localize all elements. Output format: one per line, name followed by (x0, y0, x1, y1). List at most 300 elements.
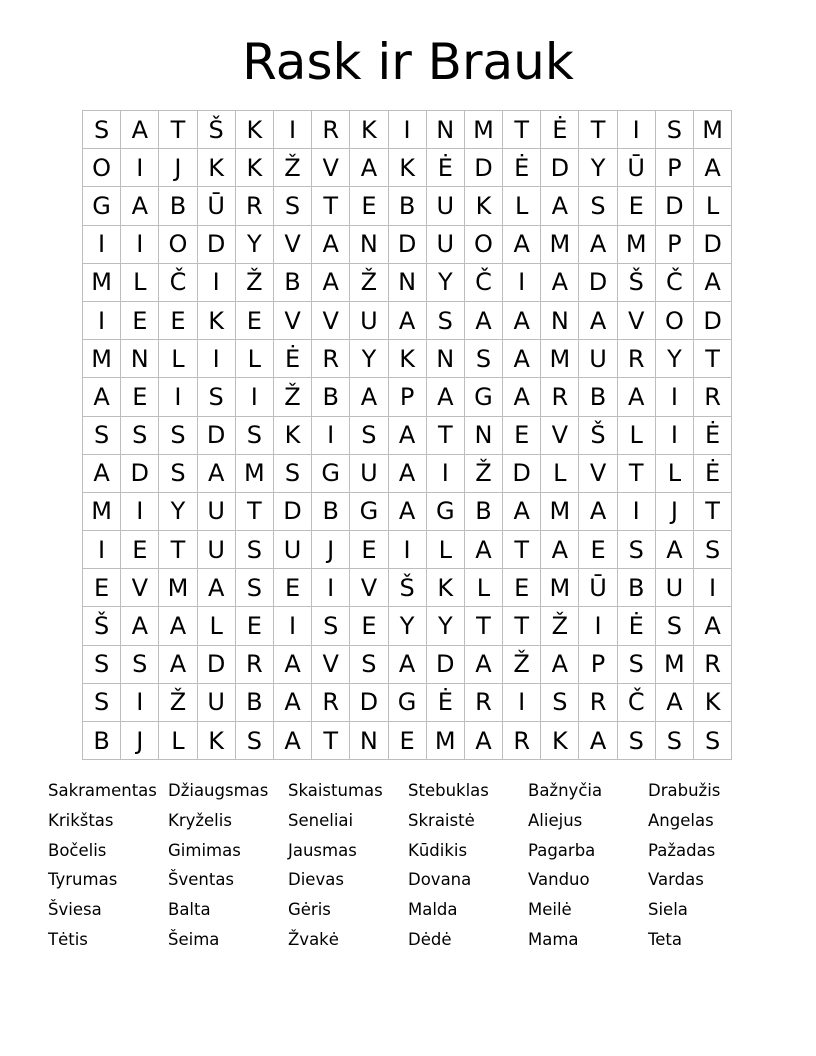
grid-cell[interactable]: E (350, 187, 388, 225)
grid-cell[interactable]: S (235, 722, 273, 760)
grid-cell[interactable]: I (312, 416, 350, 454)
grid-cell[interactable]: P (655, 225, 693, 263)
grid-cell[interactable]: T (426, 416, 464, 454)
grid-cell[interactable]: S (541, 683, 579, 721)
grid-cell[interactable]: A (541, 531, 579, 569)
grid-cell[interactable]: T (503, 531, 541, 569)
grid-cell[interactable]: I (617, 111, 655, 149)
grid-cell[interactable]: S (350, 645, 388, 683)
grid-cell[interactable]: Š (388, 569, 426, 607)
grid-cell[interactable]: S (159, 416, 197, 454)
grid-cell[interactable]: I (579, 607, 617, 645)
grid-cell[interactable]: Ė (426, 683, 464, 721)
grid-cell[interactable]: L (617, 416, 655, 454)
grid-cell[interactable]: I (694, 569, 732, 607)
grid-cell[interactable]: A (388, 645, 426, 683)
grid-cell[interactable]: I (83, 225, 121, 263)
grid-cell[interactable]: G (464, 378, 502, 416)
grid-cell[interactable]: V (541, 416, 579, 454)
grid-cell[interactable]: Ž (464, 454, 502, 492)
grid-cell[interactable]: I (121, 149, 159, 187)
grid-cell[interactable]: A (503, 340, 541, 378)
grid-cell[interactable]: Ž (541, 607, 579, 645)
grid-cell[interactable]: Š (83, 607, 121, 645)
grid-cell[interactable]: R (312, 683, 350, 721)
grid-cell[interactable]: L (694, 187, 732, 225)
grid-cell[interactable]: M (464, 111, 502, 149)
grid-cell[interactable]: G (426, 492, 464, 530)
grid-cell[interactable]: S (83, 683, 121, 721)
grid-cell[interactable]: U (655, 569, 693, 607)
grid-cell[interactable]: U (426, 225, 464, 263)
grid-cell[interactable]: S (235, 531, 273, 569)
grid-cell[interactable]: K (197, 722, 235, 760)
grid-cell[interactable]: A (541, 263, 579, 301)
grid-cell[interactable]: K (197, 301, 235, 339)
grid-cell[interactable]: A (541, 645, 579, 683)
grid-cell[interactable]: T (159, 111, 197, 149)
grid-cell[interactable]: A (197, 569, 235, 607)
grid-cell[interactable]: U (350, 301, 388, 339)
grid-cell[interactable]: E (350, 531, 388, 569)
grid-cell[interactable]: A (83, 454, 121, 492)
grid-cell[interactable]: I (197, 340, 235, 378)
grid-cell[interactable]: B (464, 492, 502, 530)
grid-cell[interactable]: M (541, 225, 579, 263)
grid-cell[interactable]: A (121, 111, 159, 149)
grid-cell[interactable]: A (694, 149, 732, 187)
grid-cell[interactable]: D (197, 225, 235, 263)
word-list-item: Siela (648, 900, 688, 920)
grid-cell[interactable]: V (350, 569, 388, 607)
grid-cell[interactable]: I (273, 607, 311, 645)
grid-cell[interactable]: A (464, 645, 502, 683)
grid-cell[interactable]: L (121, 263, 159, 301)
grid-cell[interactable]: S (579, 187, 617, 225)
grid-cell[interactable]: M (159, 569, 197, 607)
grid-cell[interactable]: D (541, 149, 579, 187)
grid-cell[interactable]: L (197, 607, 235, 645)
grid-cell[interactable]: K (235, 149, 273, 187)
grid-cell[interactable]: A (464, 301, 502, 339)
grid-cell[interactable]: G (350, 492, 388, 530)
grid-cell[interactable]: I (312, 569, 350, 607)
grid-row (83, 416, 732, 454)
grid-cell[interactable]: T (694, 340, 732, 378)
grid-cell[interactable]: A (464, 531, 502, 569)
grid-cell[interactable]: I (388, 111, 426, 149)
grid-cell[interactable]: A (579, 301, 617, 339)
grid-cell[interactable]: U (197, 492, 235, 530)
grid-cell[interactable]: K (541, 722, 579, 760)
grid-cell[interactable]: I (121, 683, 159, 721)
grid-cell[interactable]: A (388, 416, 426, 454)
grid-cell[interactable]: O (655, 301, 693, 339)
grid-cell[interactable]: R (541, 378, 579, 416)
grid-cell[interactable]: N (388, 263, 426, 301)
grid-cell[interactable]: A (388, 492, 426, 530)
grid-cell[interactable]: V (579, 454, 617, 492)
grid-cell[interactable]: S (121, 645, 159, 683)
grid-cell[interactable]: J (312, 531, 350, 569)
grid-cell[interactable]: S (655, 722, 693, 760)
grid-cell[interactable]: Ū (579, 569, 617, 607)
grid-cell[interactable]: S (197, 378, 235, 416)
grid-cell[interactable]: U (350, 454, 388, 492)
word-list-item: Vanduo (528, 870, 590, 890)
grid-cell[interactable]: A (159, 645, 197, 683)
grid-cell[interactable]: M (83, 492, 121, 530)
grid-cell[interactable]: Ė (503, 149, 541, 187)
grid-cell[interactable]: D (197, 645, 235, 683)
grid-cell[interactable]: B (235, 683, 273, 721)
grid-cell[interactable]: B (83, 722, 121, 760)
grid-cell[interactable]: Ė (694, 454, 732, 492)
grid-cell[interactable]: T (312, 187, 350, 225)
grid-cell[interactable]: I (235, 378, 273, 416)
grid-cell[interactable]: A (312, 225, 350, 263)
grid-cell[interactable]: S (426, 301, 464, 339)
grid-cell[interactable]: K (694, 683, 732, 721)
word-list-item: Gėris (288, 900, 331, 920)
grid-cell[interactable]: D (655, 187, 693, 225)
grid-cell[interactable]: Ū (197, 187, 235, 225)
grid-cell[interactable]: S (121, 416, 159, 454)
grid-cell[interactable]: V (121, 569, 159, 607)
grid-cell[interactable]: Č (464, 263, 502, 301)
grid-cell[interactable]: N (350, 225, 388, 263)
grid-cell[interactable]: M (83, 263, 121, 301)
grid-cell[interactable]: I (197, 263, 235, 301)
grid-cell[interactable]: S (83, 111, 121, 149)
grid-cell[interactable]: A (197, 454, 235, 492)
grid-cell[interactable]: S (694, 531, 732, 569)
grid-cell[interactable]: A (312, 263, 350, 301)
grid-cell[interactable]: V (312, 645, 350, 683)
grid-cell[interactable]: E (503, 569, 541, 607)
grid-cell[interactable]: Ž (235, 263, 273, 301)
grid-cell[interactable]: Y (655, 340, 693, 378)
grid-cell[interactable]: M (617, 225, 655, 263)
grid-cell[interactable]: S (617, 531, 655, 569)
grid-cell[interactable]: D (579, 263, 617, 301)
grid-cell[interactable]: A (503, 492, 541, 530)
grid-cell[interactable]: D (350, 683, 388, 721)
grid-cell[interactable]: S (694, 722, 732, 760)
grid-cell[interactable]: B (159, 187, 197, 225)
grid-cell[interactable]: K (464, 187, 502, 225)
grid-cell[interactable]: E (388, 722, 426, 760)
grid-cell[interactable]: V (617, 301, 655, 339)
grid-cell[interactable]: D (197, 416, 235, 454)
grid-cell[interactable]: U (197, 531, 235, 569)
grid-cell[interactable]: S (273, 187, 311, 225)
grid-cell[interactable]: A (503, 225, 541, 263)
grid-cell[interactable]: R (617, 340, 655, 378)
grid-cell[interactable]: R (694, 645, 732, 683)
grid-cell[interactable]: S (83, 416, 121, 454)
grid-cell[interactable]: T (617, 454, 655, 492)
grid-cell[interactable]: S (235, 569, 273, 607)
grid-cell[interactable]: I (121, 225, 159, 263)
grid-cell[interactable]: Y (388, 607, 426, 645)
grid-cell[interactable]: R (503, 722, 541, 760)
grid-cell[interactable]: S (350, 416, 388, 454)
grid-cell[interactable]: K (426, 569, 464, 607)
grid-cell[interactable]: D (388, 225, 426, 263)
grid-cell[interactable]: A (655, 683, 693, 721)
grid-row (83, 531, 732, 569)
grid-cell[interactable]: A (273, 683, 311, 721)
grid-cell[interactable]: S (312, 607, 350, 645)
grid-cell[interactable]: B (617, 569, 655, 607)
grid-cell[interactable]: R (235, 645, 273, 683)
grid-cell[interactable]: T (503, 111, 541, 149)
word-list-item: Dievas (288, 870, 344, 890)
grid-cell[interactable]: S (235, 416, 273, 454)
grid-cell[interactable]: L (426, 531, 464, 569)
grid-row (83, 301, 732, 339)
grid-cell[interactable]: Y (426, 607, 464, 645)
grid-cell[interactable]: N (426, 340, 464, 378)
grid-cell[interactable]: A (503, 301, 541, 339)
grid-cell[interactable]: I (121, 492, 159, 530)
grid-cell[interactable]: L (655, 454, 693, 492)
grid-cell[interactable]: N (541, 301, 579, 339)
grid-cell[interactable]: L (464, 569, 502, 607)
grid-cell[interactable]: Ž (273, 378, 311, 416)
grid-cell[interactable]: J (121, 722, 159, 760)
grid-cell[interactable]: V (312, 301, 350, 339)
grid-cell[interactable]: A (541, 187, 579, 225)
grid-cell[interactable]: Ė (694, 416, 732, 454)
grid-cell[interactable]: A (694, 607, 732, 645)
grid-cell[interactable]: N (464, 416, 502, 454)
grid-cell[interactable]: Ž (503, 645, 541, 683)
grid-cell[interactable]: D (121, 454, 159, 492)
grid-cell[interactable]: A (121, 607, 159, 645)
grid-cell[interactable]: D (273, 492, 311, 530)
grid-cell[interactable]: B (388, 187, 426, 225)
grid-cell[interactable]: R (464, 683, 502, 721)
grid-cell[interactable]: A (83, 378, 121, 416)
grid-cell[interactable]: S (464, 340, 502, 378)
grid-cell[interactable]: R (694, 378, 732, 416)
grid-cell[interactable]: E (350, 607, 388, 645)
grid-cell[interactable]: V (312, 149, 350, 187)
grid-cell[interactable]: V (273, 301, 311, 339)
grid-cell[interactable]: E (235, 301, 273, 339)
grid-cell[interactable]: S (617, 722, 655, 760)
grid-cell[interactable]: A (579, 225, 617, 263)
grid-cell[interactable]: P (655, 149, 693, 187)
grid-cell[interactable]: E (617, 187, 655, 225)
grid-cell[interactable]: Ž (159, 683, 197, 721)
grid-cell[interactable]: I (503, 263, 541, 301)
grid-cell[interactable]: E (579, 531, 617, 569)
grid-cell[interactable]: T (159, 531, 197, 569)
grid-cell[interactable]: N (121, 340, 159, 378)
grid-cell[interactable]: E (273, 569, 311, 607)
grid-cell[interactable]: N (350, 722, 388, 760)
grid-cell[interactable]: A (159, 607, 197, 645)
grid-cell[interactable]: A (464, 722, 502, 760)
grid-cell[interactable]: I (426, 454, 464, 492)
grid-cell[interactable]: I (655, 378, 693, 416)
grid-cell[interactable]: A (273, 722, 311, 760)
grid-cell[interactable]: T (579, 111, 617, 149)
grid-cell[interactable]: M (541, 340, 579, 378)
grid-cell[interactable]: L (159, 340, 197, 378)
grid-cell[interactable]: Y (235, 225, 273, 263)
grid-cell[interactable]: Š (579, 416, 617, 454)
grid-cell[interactable]: I (617, 492, 655, 530)
grid-cell[interactable]: O (83, 149, 121, 187)
grid-cell[interactable]: D (426, 645, 464, 683)
grid-cell[interactable]: A (503, 378, 541, 416)
grid-cell[interactable]: E (121, 301, 159, 339)
grid-cell[interactable]: K (388, 149, 426, 187)
grid-cell[interactable]: B (312, 492, 350, 530)
grid-cell[interactable]: L (235, 340, 273, 378)
grid-cell[interactable]: K (235, 111, 273, 149)
grid-cell[interactable]: Š (197, 111, 235, 149)
word-list-item: Kryželis (168, 810, 232, 830)
grid-cell[interactable]: J (655, 492, 693, 530)
grid-cell[interactable]: B (579, 378, 617, 416)
grid-cell[interactable]: M (541, 569, 579, 607)
grid-cell[interactable]: T (235, 492, 273, 530)
grid-row (83, 454, 732, 492)
grid-cell[interactable]: D (694, 225, 732, 263)
grid-cell[interactable]: M (541, 492, 579, 530)
grid-cell[interactable]: S (617, 645, 655, 683)
grid-cell[interactable]: I (83, 301, 121, 339)
grid-cell[interactable]: A (350, 149, 388, 187)
grid-cell[interactable]: G (388, 683, 426, 721)
grid-cell[interactable]: N (426, 111, 464, 149)
grid-cell[interactable]: A (426, 378, 464, 416)
grid-cell[interactable]: D (464, 149, 502, 187)
grid-cell[interactable]: S (655, 111, 693, 149)
grid-cell[interactable]: I (273, 111, 311, 149)
word-list-column (288, 776, 408, 955)
grid-cell[interactable]: S (655, 607, 693, 645)
grid-cell[interactable]: Ž (273, 149, 311, 187)
grid-cell[interactable]: M (83, 340, 121, 378)
grid-cell[interactable]: I (83, 531, 121, 569)
grid-cell[interactable]: P (388, 378, 426, 416)
grid-cell[interactable]: Ė (541, 111, 579, 149)
grid-cell[interactable]: B (312, 378, 350, 416)
grid-cell[interactable]: R (312, 340, 350, 378)
grid-cell[interactable]: I (503, 683, 541, 721)
grid-cell[interactable]: E (83, 569, 121, 607)
grid-cell[interactable]: A (655, 531, 693, 569)
grid-cell[interactable]: E (235, 607, 273, 645)
grid-cell[interactable]: L (159, 722, 197, 760)
grid-cell[interactable]: T (503, 607, 541, 645)
grid-cell[interactable]: Č (159, 263, 197, 301)
grid-cell[interactable]: Č (617, 683, 655, 721)
grid-cell[interactable]: I (388, 531, 426, 569)
grid-cell[interactable]: P (579, 645, 617, 683)
grid-cell[interactable]: K (350, 111, 388, 149)
grid-cell[interactable]: U (579, 340, 617, 378)
grid-cell[interactable]: R (579, 683, 617, 721)
grid-cell[interactable]: Y (579, 149, 617, 187)
grid-cell[interactable]: T (312, 722, 350, 760)
grid-cell[interactable]: U (426, 187, 464, 225)
grid-cell[interactable]: R (312, 111, 350, 149)
grid-cell[interactable]: I (159, 378, 197, 416)
grid-cell[interactable]: Y (159, 492, 197, 530)
grid-cell[interactable]: A (121, 187, 159, 225)
grid-cell[interactable]: L (503, 187, 541, 225)
grid-cell[interactable]: R (235, 187, 273, 225)
grid-cell[interactable]: S (159, 454, 197, 492)
grid-cell[interactable]: L (541, 454, 579, 492)
grid-cell[interactable]: G (83, 187, 121, 225)
grid-cell[interactable]: A (350, 378, 388, 416)
grid-cell[interactable]: U (273, 531, 311, 569)
grid-cell[interactable]: Š (617, 263, 655, 301)
grid-cell[interactable]: K (197, 149, 235, 187)
grid-cell[interactable]: K (273, 416, 311, 454)
grid-cell[interactable]: K (388, 340, 426, 378)
grid-cell[interactable]: E (121, 531, 159, 569)
grid-cell[interactable]: M (655, 645, 693, 683)
grid-cell[interactable]: D (694, 301, 732, 339)
grid-cell[interactable]: S (83, 645, 121, 683)
grid-cell[interactable]: V (273, 225, 311, 263)
grid-cell[interactable]: A (273, 645, 311, 683)
grid-cell[interactable]: I (655, 416, 693, 454)
grid-cell[interactable]: G (312, 454, 350, 492)
grid-cell[interactable]: M (426, 722, 464, 760)
grid-cell[interactable]: Ė (617, 607, 655, 645)
grid-cell[interactable]: S (273, 454, 311, 492)
grid-cell[interactable]: A (388, 454, 426, 492)
grid-cell[interactable]: E (159, 301, 197, 339)
grid-cell[interactable]: M (235, 454, 273, 492)
grid-cell[interactable]: D (503, 454, 541, 492)
grid-cell[interactable]: T (464, 607, 502, 645)
grid-cell[interactable]: A (579, 492, 617, 530)
grid-cell[interactable]: Ė (426, 149, 464, 187)
grid-cell[interactable]: E (503, 416, 541, 454)
grid-cell[interactable]: Ū (617, 149, 655, 187)
grid-cell[interactable]: Y (426, 263, 464, 301)
grid-cell[interactable]: Y (350, 340, 388, 378)
grid-cell[interactable]: A (579, 722, 617, 760)
grid-cell[interactable]: A (617, 378, 655, 416)
grid-cell[interactable]: B (273, 263, 311, 301)
grid-cell[interactable]: Ž (350, 263, 388, 301)
grid-cell[interactable]: O (464, 225, 502, 263)
grid-cell[interactable]: J (159, 149, 197, 187)
grid-cell[interactable]: Č (655, 263, 693, 301)
grid-cell[interactable]: A (388, 301, 426, 339)
grid-cell[interactable]: E (121, 378, 159, 416)
grid-cell[interactable]: Ė (273, 340, 311, 378)
grid-cell[interactable]: A (694, 263, 732, 301)
grid-cell[interactable]: U (197, 683, 235, 721)
grid-cell[interactable]: M (694, 111, 732, 149)
grid-cell[interactable]: T (694, 492, 732, 530)
word-list-item: Žvakė (288, 929, 339, 949)
grid-cell[interactable]: O (159, 225, 197, 263)
